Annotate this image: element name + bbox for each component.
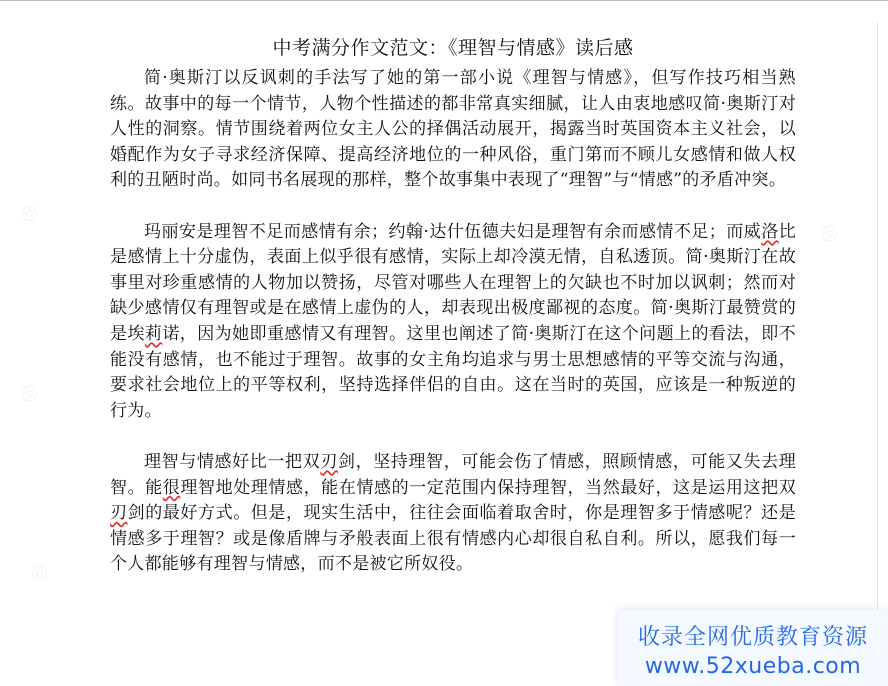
spellcheck-flagged-text[interactable]: 很 bbox=[162, 477, 181, 498]
paragraph-2 bbox=[110, 220, 796, 425]
paragraph-text: 诺，因为她即重感情又有理智。这里也阐述了简·奥斯汀在这个问题上的看法，即不能没有感情，也不能过于理智。故事的女主角均追求与男士思想感情的平等交流与沟通，要求社会地位上的平等权利，坚持选择伴侣的自由。这在当时的英国，应该是一种叛逆的行为。 bbox=[110, 323, 796, 421]
paragraph-text: 剑的最好方式。但是，现实生活中，往往会面临着取舍时，你是理智多于情感呢？还是情感多于理智？或是像盾牌与矛般表面上很有情感内心却很自私自利。所以，愿我们每一个人都能够有理智与情感，而不是被它所奴役。 bbox=[110, 503, 796, 575]
paragraph-text: 剑，坚持理智，可能会伤了情感，照顾情感，可能又失去理智。能 bbox=[110, 451, 796, 498]
paragraph-3 bbox=[110, 450, 796, 578]
watermark-logo: ◎ bbox=[15, 377, 43, 407]
spellcheck-flagged-text[interactable]: 刃 bbox=[320, 451, 338, 472]
document-body bbox=[110, 34, 796, 578]
paragraph-text: 理智与情感好比一把双 bbox=[144, 451, 321, 472]
document-title: 中考满分作文范文：《理智与情感》读后感 bbox=[272, 37, 634, 59]
site-banner[interactable] bbox=[618, 610, 888, 686]
paragraph-gap bbox=[110, 424, 796, 450]
paragraph-text: 理智地处理情感，能在情感的一定范围内保持理智，当然最好，这是运用这把双 bbox=[180, 477, 796, 498]
banner-slogan: 收录全网优质教育资源 bbox=[637, 625, 868, 650]
paragraph-text: 简·奥斯汀以反讽刺的手法写了她的第一部小说《理智与情感》，但写作技巧相当熟练。故事中的每一个情节，人物个性描述的都非常真实细腻，让人由衷地感叹简·奥斯汀对人性的洞察。情节围绕着两位女主人公的择偶活动展开，揭露当时英国资本主义社会，以婚配作为女子寻求经济保障、提高经济地位的一种风俗，重门第而不顾儿女感情和做人权利的丑陋时尚。如同书名展现的那样，整个故事集中表现了“理智”与“情感”的矛盾冲突。 bbox=[110, 68, 796, 191]
page-edge-rule bbox=[877, 22, 878, 672]
spellcheck-flagged-text[interactable]: 洛 bbox=[761, 221, 779, 242]
paragraph-gap bbox=[110, 194, 796, 220]
paragraph-text: 比是感情上十分虚伪，表面上似乎很有感情，实际上却冷漠无情，自私透顶。简·奥斯汀在故事里对珍重感情的人物加以赞扬，尽管对哪些人在理智上的欠缺也不时加以讽刺；然而对缺少感情仅有理智或是在感情上虚伪的人，却表现出极度鄙视的态度。简·奥斯汀最赞赏的是埃 bbox=[110, 221, 796, 344]
watermark-logo: ◎ bbox=[815, 217, 843, 247]
watermark-logo: ◎ bbox=[15, 197, 43, 227]
spellcheck-flagged-text[interactable]: 莉 bbox=[144, 323, 163, 344]
spellcheck-flagged-text[interactable]: 刃 bbox=[110, 503, 128, 524]
paragraph-1 bbox=[110, 66, 796, 194]
banner-url-link[interactable]: www.52xueba.com bbox=[644, 654, 862, 679]
watermark-logo: ◎ bbox=[25, 557, 53, 587]
paragraph-text: 玛丽安是理智不足而感情有余；约翰·达什伍德夫妇是理智有余而感情不足；而威 bbox=[144, 221, 762, 242]
